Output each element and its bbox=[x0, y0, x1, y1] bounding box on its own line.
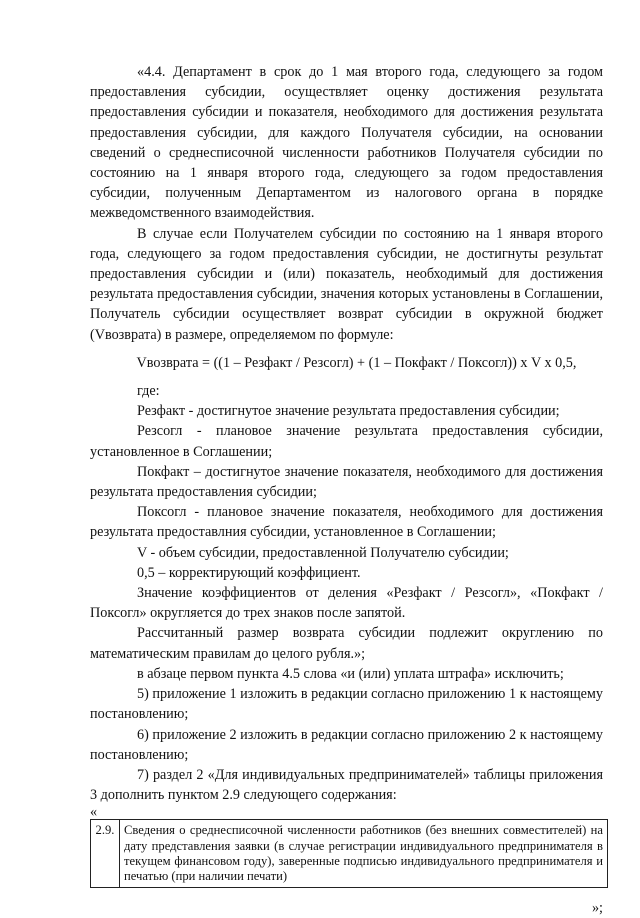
document-page bbox=[90, 62, 603, 918]
item-number: 2.9. bbox=[91, 820, 120, 888]
clause-4-5-amendment: в абзаце первом пункта 4.5 слова «и (или) уплата штрафа» исключить; bbox=[137, 665, 564, 682]
opening-quote: « bbox=[90, 804, 98, 821]
definition-coefficient: 0,5 – корректирующий коэффициент. bbox=[137, 564, 361, 581]
definition-pokfakt: Покфакт – достигнутое значение показателя, необходимого для достижения результата предоставления субсидии; bbox=[90, 463, 603, 501]
definition-rezfakt: Резфакт - достигнутое значение результата предоставления субсидии; bbox=[137, 403, 560, 420]
paragraph-refund-condition: В случае если Получателем субсидии по состоянию на 1 января второго года, следующего за годом предоставления субсидии, не достигнуты результат предоставления субсидии и (или) показатель, необходимый для достижения результата предоставления субсидии, значения которых установлены в Соглашении, Получатель субсидии осуществляет возврат субсидии в окружной бюджет (Vвозврата) в размере, определяемом по формуле: bbox=[90, 225, 603, 343]
amendment-table bbox=[90, 819, 608, 888]
definition-v: V - объем субсидии, предоставленной Получателю субсидии; bbox=[137, 544, 509, 561]
definition-rezsogl: Резсогл - плановое значение результата предоставления субсидии, установленное в Соглашении; bbox=[90, 423, 603, 460]
definition-poksogl: Поксогл - плановое значение показателя, необходимого для достижения результата предоставлния субсидии, установленное в Соглашении; bbox=[90, 504, 603, 541]
paragraph-4-4: «4.4. Департамент в срок до 1 мая второго года, следующего за годом предоставления субсидии, осуществляет оценку достижения результата предоставления субсидии и показателя, необходимого для достижения результата предоставления субсидии, для каждого Получателя субсидии, на основании сведений о среднесписочной численности работников Получателя субсидии по состоянию на 1 января второго года, следующего за годом предоставления субсидии, полученным Департаментом из налогового органа в порядке межведомственного взаимодействия. bbox=[90, 64, 603, 222]
section-2-amendment: 7) раздел 2 «Для индивидуальных предпринимателей» таблицы приложения 3 дополнить пунктом 2.9 следующего содержания: bbox=[90, 766, 603, 804]
refund-rounding: Рассчитанный размер возврата субсидии подлежит округлению по математическим правилам до целого рубля.»; bbox=[90, 625, 603, 662]
coefficient-rounding: Значение коэффициентов от деления «Резфакт / Резсогл», «Покфакт / Поксогл» округляется до трех знаков после запятой. bbox=[90, 585, 603, 622]
table-row bbox=[91, 820, 608, 888]
closing-quote: »; bbox=[591, 900, 603, 917]
definition-where: где: bbox=[137, 383, 160, 400]
appendix-1-amendment: 5) приложение 1 изложить в редакции согласно приложению 1 к настоящему постановлению; bbox=[90, 686, 603, 723]
appendix-2-amendment: 6) приложение 2 изложить в редакции согласно приложению 2 к настоящему постановлению; bbox=[90, 726, 603, 763]
item-text: Сведения о среднесписочной численности работников (без внешних совместителей) на дату представления заявки (в случае регистрации индивидуального предпринимателя в текущем финансовом году), заверенные подписью индивидуального предпринимателя и печатью (при наличии печати) bbox=[120, 820, 608, 888]
refund-formula: Vвозврата = ((1 – Резфакт / Резсогл) + (1 – Покфакт / Поксогл)) х V х 0,5, bbox=[136, 354, 577, 371]
